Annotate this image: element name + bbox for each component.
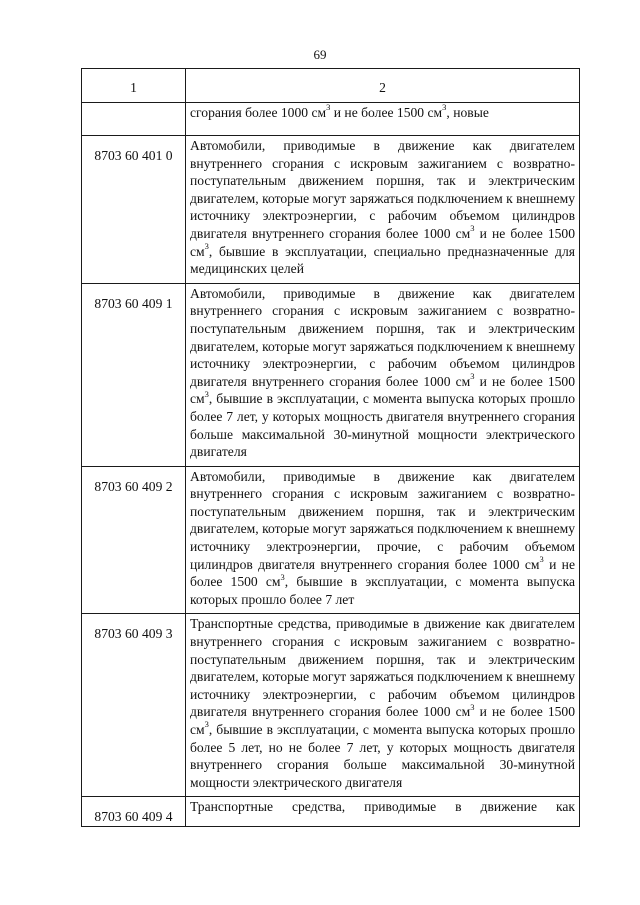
table-row bbox=[82, 103, 580, 136]
table-row bbox=[82, 283, 580, 466]
superscript-3: 3 bbox=[442, 102, 447, 113]
tariff-code-cell: 8703 60 409 2 bbox=[82, 466, 186, 614]
superscript-3: 3 bbox=[539, 554, 544, 565]
description-cell: Автомобили, приводимые в движение как двигателем внутреннего сгорания с искровым зажиганием с возвратно-поступательным движением поршня, так и электрическим двигателем, которые могут заряжаться подключением к внешнему источнику электроэнергии, с рабочим объемом цилиндров двигателя внутреннего сгорания более 1000 $см^3$ и не более 1500 $см^3$, бывшие в эксплуатации, специально предназначенные для медицинских целей bbox=[186, 136, 580, 284]
superscript-3: 3 bbox=[470, 701, 475, 712]
column-header-code: 1 bbox=[82, 69, 186, 103]
superscript-3: 3 bbox=[326, 102, 331, 113]
table-row bbox=[82, 797, 580, 827]
description-cell: Автомобили, приводимые в движение как двигателем внутреннего сгорания с искровым зажиганием с возвратно-поступательным движением поршня, так и электрическим двигателем, которые могут заряжаться подключением к внешнему источнику электроэнергии, с рабочим объемом цилиндров двигателя внутреннего сгорания более 1000 $см^3$ и не более 1500 $см^3$, бывшие в эксплуатации, с момента выпуска которых прошло более 7 лет, у которых мощность двигателя внутреннего сгорания больше максимальной 30-минутной мощности электрического двигателя bbox=[186, 283, 580, 466]
superscript-3: 3 bbox=[470, 371, 475, 382]
tariff-code-cell: 8703 60 401 0 bbox=[82, 136, 186, 284]
tariff-code-cell: 8703 60 409 4 bbox=[82, 797, 186, 827]
tariff-code-cell: 8703 60 409 3 bbox=[82, 614, 186, 797]
description-cell: Автомобили, приводимые в движение как двигателем внутреннего сгорания с искровым зажиганием с возвратно-поступательным движением поршня, так и электрическим двигателем, которые могут заряжаться подключением к внешнему источнику электроэнергии, прочие, с рабочим объемом цилиндров двигателя внутреннего сгорания более 1000 $см^3$ и не более 1500 $см^3$, бывшие в эксплуатации, с момента выпуска которых прошло более 7 лет bbox=[186, 466, 580, 614]
table-row bbox=[82, 614, 580, 797]
description-cell: Транспортные средства, приводимые в движение как bbox=[186, 797, 580, 827]
superscript-3: 3 bbox=[204, 388, 209, 399]
column-header-description: 2 bbox=[186, 69, 580, 103]
superscript-3: 3 bbox=[280, 571, 285, 582]
page-number: 69 bbox=[313, 47, 327, 62]
tariff-code-cell: 8703 60 409 1 bbox=[82, 283, 186, 466]
description-cell: Транспортные средства, приводимые в движение как двигателем внутреннего сгорания с искровым зажиганием с возвратно-поступательным движением поршня, так и электрическим двигателем, которые могут заряжаться подключением к внешнему источнику электроэнергии, с рабочим объемом цилиндров двигателя внутреннего сгорания более 1000 $см^3$ и не более 1500 $см^3$, бывшие в эксплуатации, с момента выпуска которых прошло более 5 лет, но не более 7 лет, у которых мощность двигателя внутреннего сгорания больше максимальной 30-минутной мощности электрического двигателя bbox=[186, 614, 580, 797]
table-row bbox=[82, 136, 580, 284]
description-cell: сгорания более 1000 $см^3$ и не более 1500 $см^3$, новые bbox=[186, 103, 580, 136]
table-header-row bbox=[82, 69, 580, 103]
tariff-code-table bbox=[81, 68, 580, 827]
superscript-3: 3 bbox=[204, 241, 209, 252]
superscript-3: 3 bbox=[470, 223, 475, 234]
superscript-3: 3 bbox=[204, 719, 209, 730]
table-row bbox=[82, 466, 580, 614]
tariff-code-cell bbox=[82, 103, 186, 136]
